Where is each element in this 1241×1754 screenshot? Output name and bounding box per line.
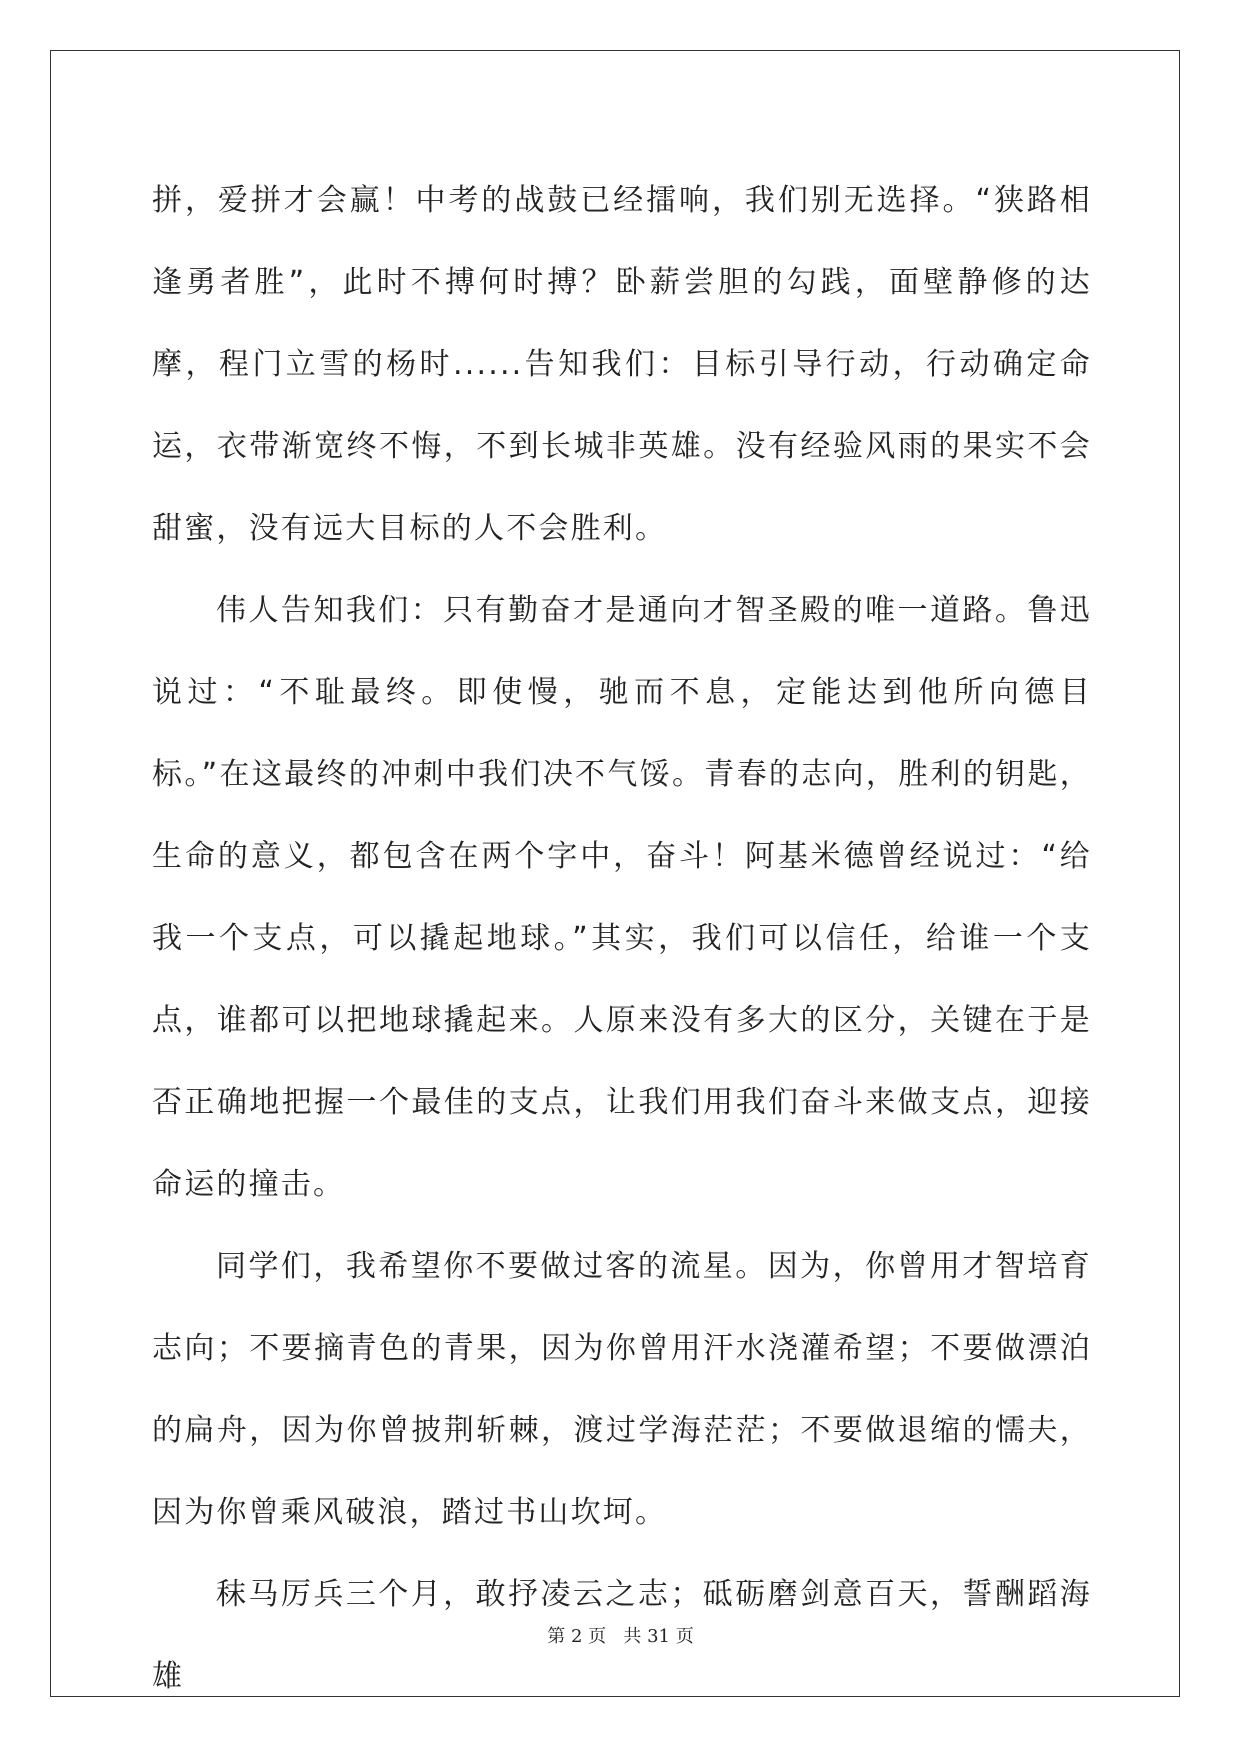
paragraph-4: 秣马厉兵三个月，敢抒凌云之志；砥砺磨剑意百天，誓酬蹈海雄: [152, 1577, 1092, 1694]
page-number-footer: 第 2 页 共 31 页: [547, 1626, 694, 1647]
document-body: [152, 160, 1092, 1718]
paragraph-2: 伟人告知我们：只有勤奋才是通向才智圣殿的唯一道路。鲁迅说过：“不耻最终。即使慢，驰而不息，定能达到他所向德目标。”在这最终的冲刺中我们决不气馁。青春的志向，胜利的钥匙，生命的意义，都包含在两个字中，奋斗！阿基米德曾经说过：“给我一个支点，可以撬起地球。”其实，我们可以信任，给谁一个支点，谁都可以把地球撬起来。人原来没有多大的区分，关键在于是否正确地把握一个最佳的支点，让我们用我们奋斗来做支点，迎接命运的撞击。: [152, 593, 1092, 1202]
paragraph-3: 同学们，我希望你不要做过客的流星。因为，你曾用才智培育志向；不要摘青色的青果，因为你曾用汗水浇灌希望；不要做漂泊的扁舟，因为你曾披荆斩棘，渡过学海茫茫；不要做退缩的懦夫，因为你曾乘风破浪，踏过书山坎坷。: [152, 1249, 1092, 1530]
paragraph-1: 拼，爱拼才会赢！中考的战鼓已经擂响，我们别无选择。“狭路相逢勇者胜”，此时不搏何时搏？卧薪尝胆的勾践，面壁静修的达摩，程门立雪的杨时......告知我们：目标引导行动，行动确定命运，衣带渐宽终不悔，不到长城非英雄。没有经验风雨的果实不会甜蜜，没有远大目标的人不会胜利。: [152, 183, 1092, 546]
